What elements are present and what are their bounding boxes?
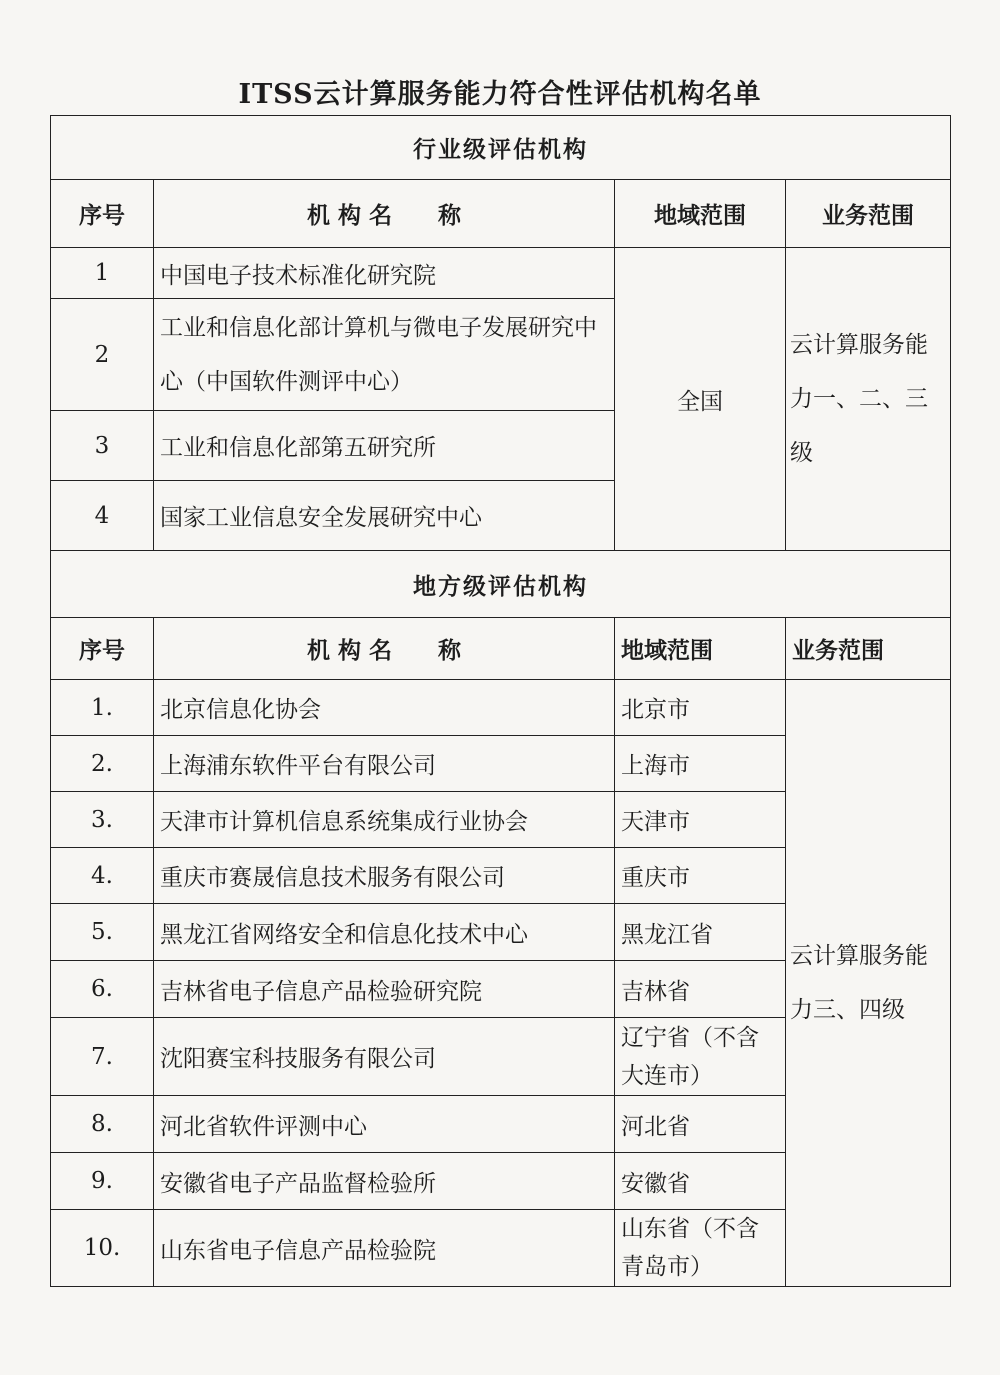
row-no: 1. xyxy=(51,680,154,736)
document-title: ITSS云计算服务能力符合性评估机构名单 xyxy=(238,79,762,110)
institution-name: 上海浦东软件平台有限公司 xyxy=(154,736,615,792)
header-business: 业务范围 xyxy=(786,180,951,248)
industry-section-label: 行业级评估机构 xyxy=(51,116,951,180)
region: 山东省（不含青岛市） xyxy=(615,1210,786,1287)
region: 上海市 xyxy=(615,736,786,792)
institution-name: 工业和信息化部第五研究所 xyxy=(154,411,615,481)
header-no: 序号 xyxy=(51,618,154,680)
row-no: 6. xyxy=(51,961,154,1018)
region: 河北省 xyxy=(615,1096,786,1153)
region: 北京市 xyxy=(615,680,786,736)
institution-name: 天津市计算机信息系统集成行业协会 xyxy=(154,792,615,848)
region: 黑龙江省 xyxy=(615,904,786,961)
institution-name: 河北省软件评测中心 xyxy=(154,1096,615,1153)
institution-name: 沈阳赛宝科技服务有限公司 xyxy=(154,1018,615,1096)
row-no: 10. xyxy=(51,1210,154,1287)
row-no: 7. xyxy=(51,1018,154,1096)
row-no: 3. xyxy=(51,792,154,848)
institution-name: 中国电子技术标准化研究院 xyxy=(154,248,615,299)
table-row xyxy=(51,680,951,736)
header-name: 机 构 名 称 xyxy=(154,618,615,680)
local-section-label: 地方级评估机构 xyxy=(51,551,951,618)
table-row xyxy=(51,248,951,299)
row-no: 8. xyxy=(51,1096,154,1153)
institution-name: 北京信息化协会 xyxy=(154,680,615,736)
header-region: 地域范围 xyxy=(615,618,786,680)
industry-region: 全国 xyxy=(615,248,786,551)
header-region: 地域范围 xyxy=(615,180,786,248)
row-no: 4 xyxy=(51,481,154,551)
region: 安徽省 xyxy=(615,1153,786,1210)
institution-name: 国家工业信息安全发展研究中心 xyxy=(154,481,615,551)
region: 吉林省 xyxy=(615,961,786,1018)
institution-name: 黑龙江省网络安全和信息化技术中心 xyxy=(154,904,615,961)
institution-table xyxy=(50,115,951,1287)
row-no: 2. xyxy=(51,736,154,792)
row-no: 3 xyxy=(51,411,154,481)
region: 天津市 xyxy=(615,792,786,848)
header-no: 序号 xyxy=(51,180,154,248)
header-name: 机 构 名 称 xyxy=(154,180,615,248)
row-no: 9. xyxy=(51,1153,154,1210)
institution-name: 重庆市赛晟信息技术服务有限公司 xyxy=(154,848,615,904)
institution-name: 工业和信息化部计算机与微电子发展研究中心（中国软件测评中心） xyxy=(154,299,615,411)
local-business: 云计算服务能力三、四级 xyxy=(786,680,951,1287)
region: 辽宁省（不含大连市） xyxy=(615,1018,786,1096)
industry-business: 云计算服务能力一、二、三级 xyxy=(786,248,951,551)
row-no: 1 xyxy=(51,248,154,299)
institution-name: 山东省电子信息产品检验院 xyxy=(154,1210,615,1287)
row-no: 2 xyxy=(51,299,154,411)
row-no: 5. xyxy=(51,904,154,961)
institution-name: 吉林省电子信息产品检验研究院 xyxy=(154,961,615,1018)
header-business: 业务范围 xyxy=(786,618,951,680)
row-no: 4. xyxy=(51,848,154,904)
institution-name: 安徽省电子产品监督检验所 xyxy=(154,1153,615,1210)
region: 重庆市 xyxy=(615,848,786,904)
